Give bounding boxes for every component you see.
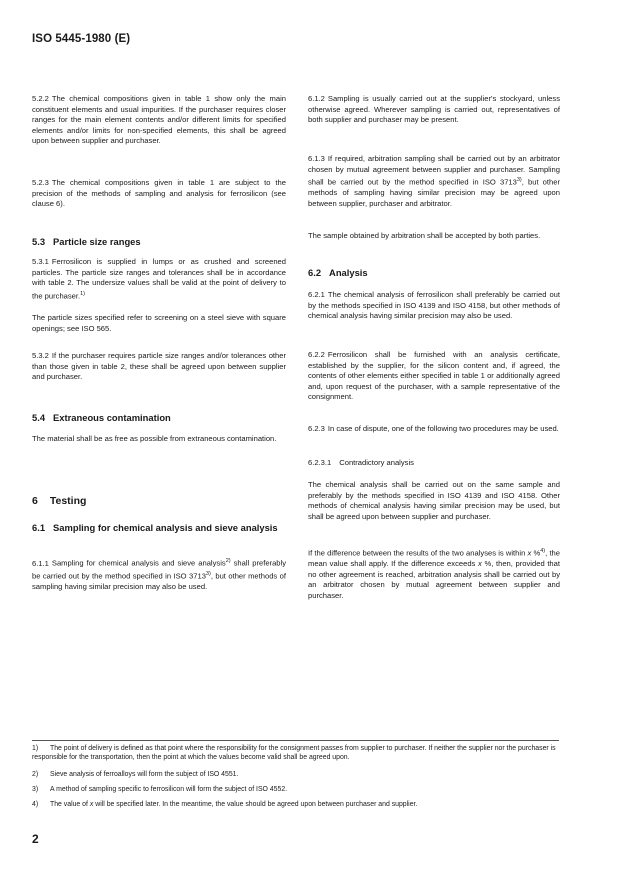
footnote-1: 1) The point of delivery is defined as that point where the responsibility for the consignment passes from supplier to purchaser. If neither the supplier nor the purchaser is responsible for the transportation, then the point at which the values become valid shall be agreed upon. <box>32 745 556 761</box>
paragraph-6-2-3: 6.2.3 In case of dispute, one of the following two procedures may be used. <box>308 424 559 433</box>
heading-5-4: 5.4 Extraneous contamination <box>32 412 171 423</box>
page-number: 2 <box>32 832 39 846</box>
paragraph-6-2-1: 6.2.1 The chemical analysis of ferrosilicon shall preferably be carried out by the methods specified in ISO 4139 and ISO 4158, but other methods of chemical analysis having similar precision may also be used. <box>308 290 560 320</box>
paragraph-5-2-3: 5.2.3 The chemical compositions given in table 1 are subject to the precision of the methods of sampling and analysis for ferrosilicon (see clause 6). <box>32 178 286 208</box>
paragraph-6-2-2: 6.2.2 Ferrosilicon shall be furnished with an analysis certificate, established by the supplier, for the silicon content and, if agreed, the contents of other elements either specified in table 1 or additionally agreed and, upon request of the purchaser, with a sample representative of the consignment. <box>308 350 560 401</box>
paragraph-6-1-2: 6.1.2 Sampling is usually carried out at the supplier's stockyard, unless otherwise agreed. Wherever sampling is carried out, representatives of both supplier and purchaser may be present. <box>308 94 560 124</box>
footnote-3: 3) A method of sampling specific to ferrosilicon will form the subject of ISO 4552. <box>32 786 288 793</box>
heading-6: 6 Testing <box>32 495 87 507</box>
paragraph-6-1-3: 6.1.3 If required, arbitration sampling shall be carried out by an arbitrator chosen by mutual agreement between supplier and purchaser. Sampling shall be carried out by the method specified in ISO 3713$^{3)}$, but other methods of sampling having similar precision may be agreed upon between supplier, purchaser and arbitrator. <box>308 154 560 208</box>
footnote-2: 2) Sieve analysis of ferroalloys will form the subject of ISO 4551. <box>32 771 239 778</box>
heading-6-2-3-1: 6.2.3.1 Contradictory analysis <box>308 458 414 467</box>
paragraph-6-1-1: 6.1.1 Sampling for chemical analysis and sieve analysis$^{2)}$ shall preferably be carried out by the method specified in ISO 3713$^{3)}$, but other methods of sampling having similar precision may also be used. <box>32 558 286 592</box>
paragraph-6-1-3-acceptance: The sample obtained by arbitration shall be accepted by both parties. <box>308 231 541 240</box>
footnote-divider <box>32 740 559 741</box>
running-header: ISO 5445-1980 (E) <box>32 33 131 45</box>
heading-6-1: 6.1 Sampling for chemical analysis and sieve analysis <box>32 522 278 533</box>
paragraph-6-2-3-1-difference: If the difference between the results of the two analyses is within x %$^{4)}$, the mean value shall apply. If the difference exceeds x %, then, provided that no other agreement is reached, arbitration analysis shall be carried out by an arbitrator chosen by mutual agreement between supplier and purchaser. <box>308 548 560 600</box>
paragraph-5-3-1: 5.3.1 Ferrosilicon is supplied in lumps or as crushed and screened particles. The particle size ranges and tolerances shall be in accordance with table 2. The undersize values shall be valid at the point of delivery to the purchaser.$^{1)}$ <box>32 257 286 301</box>
paragraph-5-4: The material shall be as free as possible from extraneous contamination. <box>32 434 277 443</box>
heading-5-3: 5.3 Particle size ranges <box>32 236 141 247</box>
paragraph-5-3-2: 5.3.2 If the purchaser requires particle size ranges and/or tolerances other than those given in table 2, these shall be agreed upon between supplier and purchaser. <box>32 351 286 381</box>
paragraph-6-2-3-1-method: The chemical analysis shall be carried out on the same sample and preferably by the methods specified in ISO 4139 and ISO 4158. Other methods of chemical analysis having similar precision may be used, but shall be agreed upon between supplier and purchaser. <box>308 480 560 521</box>
paragraph-5-2-2: 5.2.2 The chemical compositions given in table 1 show only the main constituent elements and usual impurities. If the purchaser requires closer ranges for the main element contents and/or different limits for specified elements and/or limits for non-specified elements, this shall be agreed upon between supplier and purchaser. <box>32 94 286 145</box>
paragraph-5-3-1-sieve: The particle sizes specified refer to screening on a steel sieve with square openings; see ISO 565. <box>32 313 286 333</box>
heading-6-2: 6.2 Analysis <box>308 267 368 278</box>
footnote-4: 4) The value of x will be specified later. In the meantime, the value should be agreed upon between purchaser and supplier. <box>32 801 418 808</box>
